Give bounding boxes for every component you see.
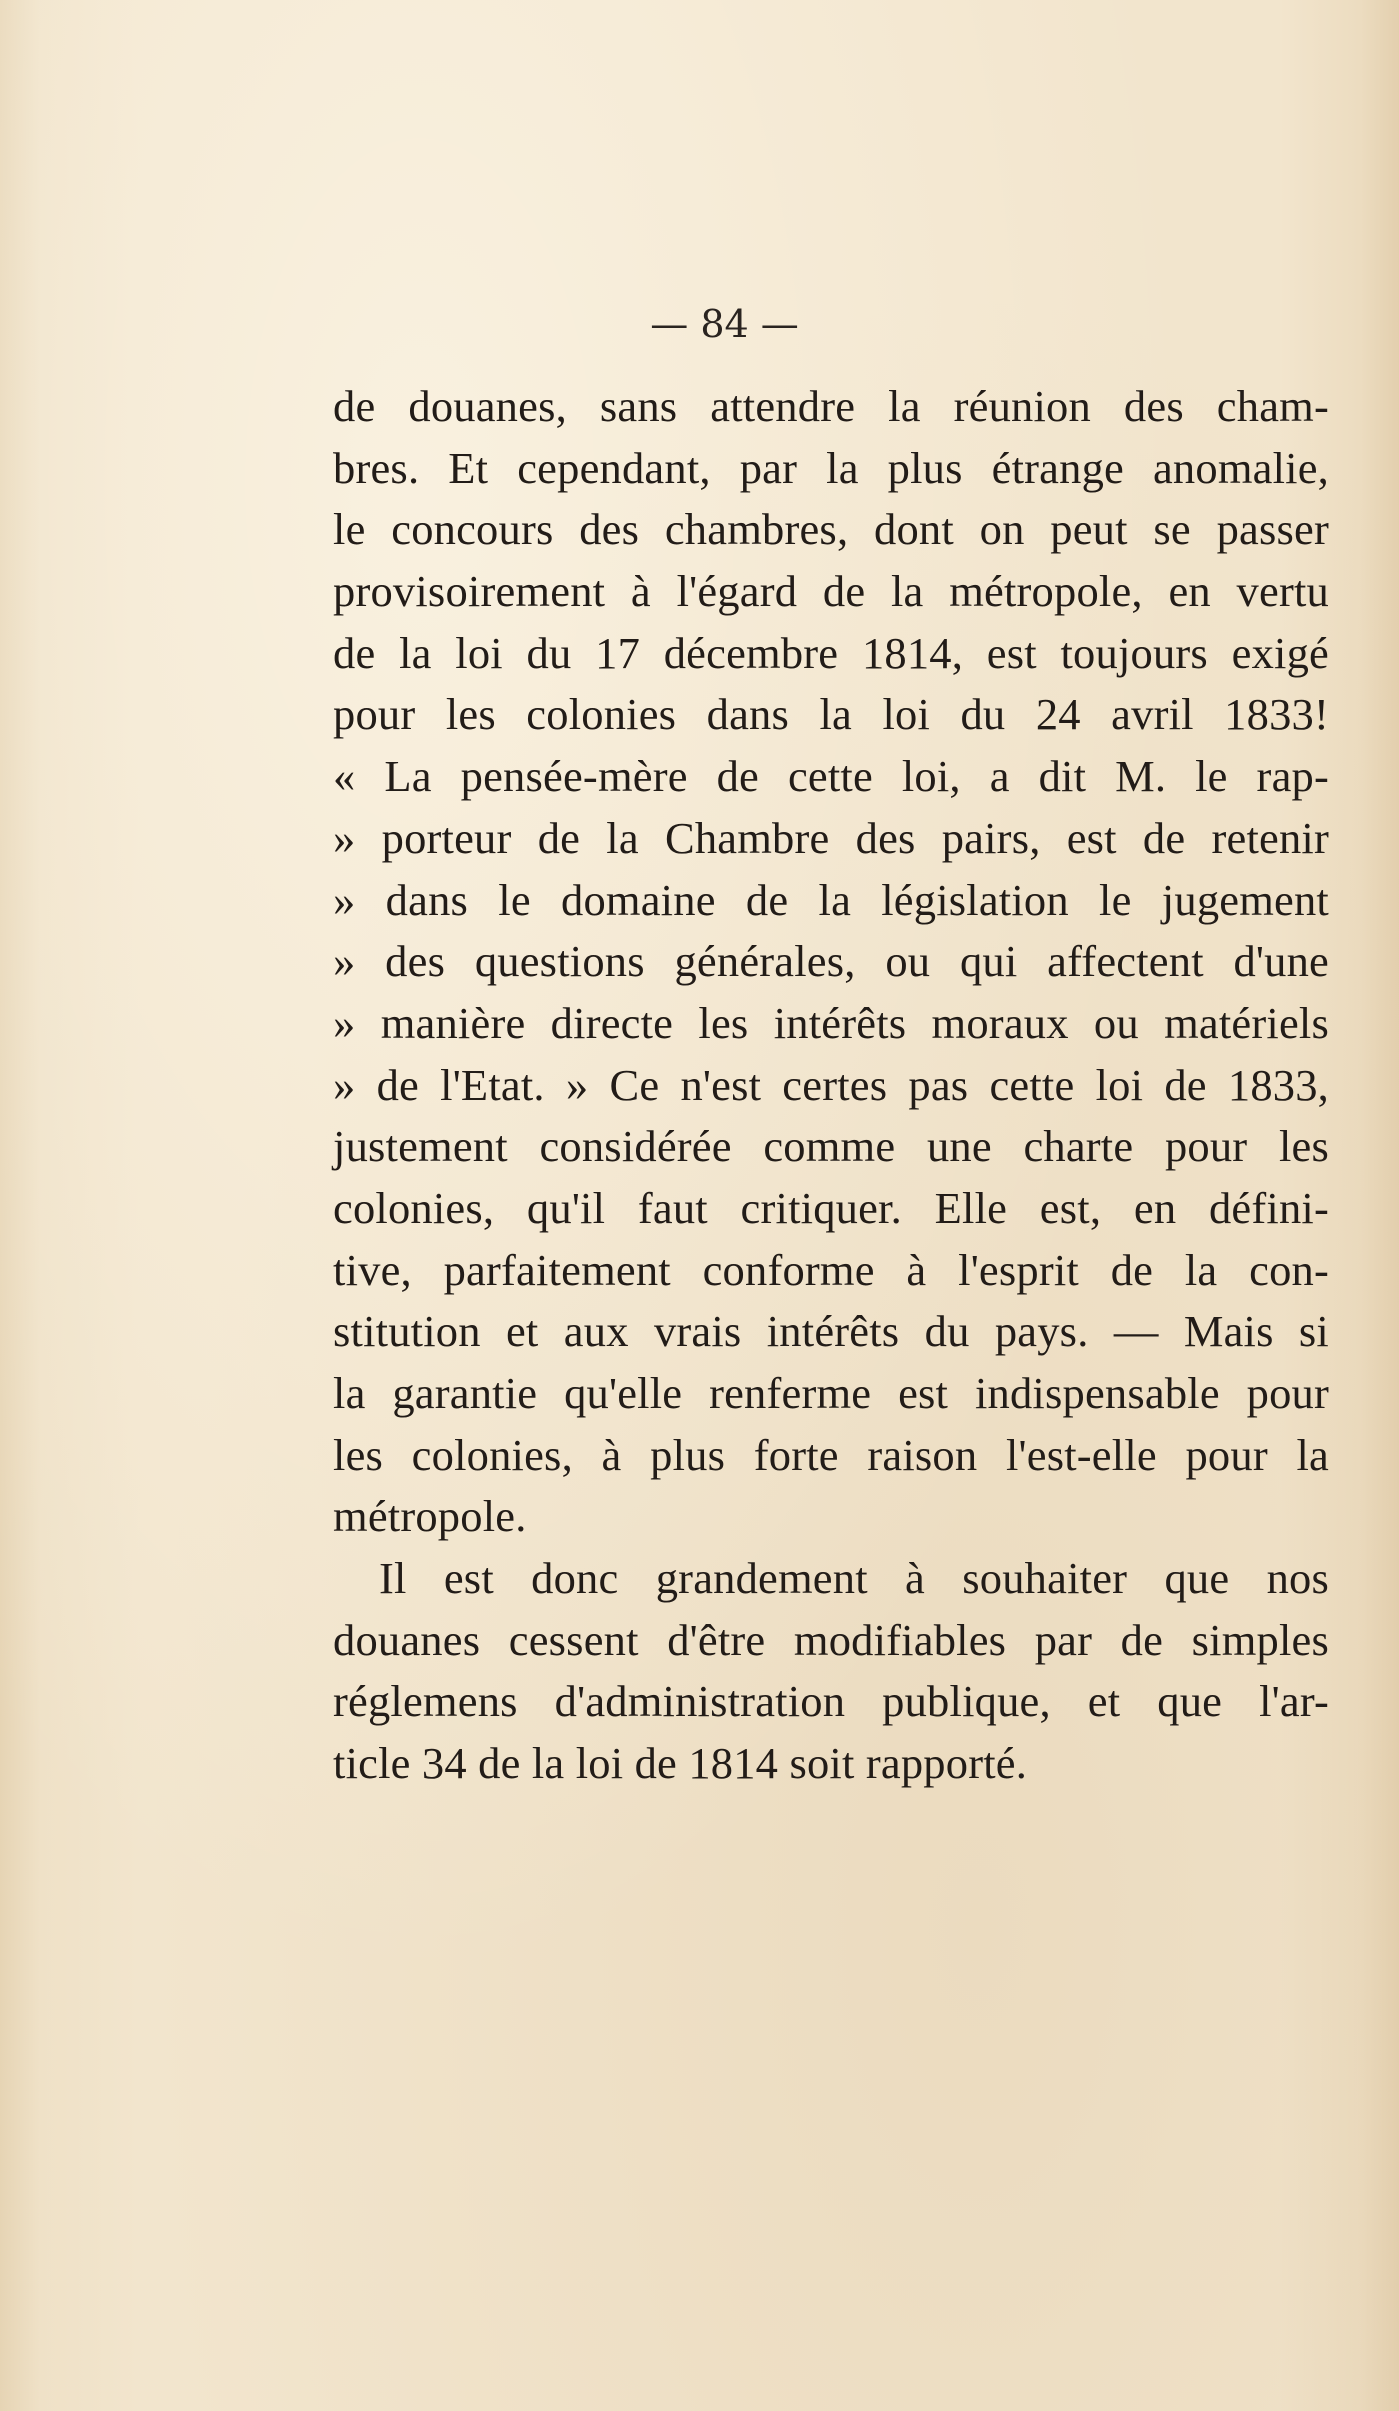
text-line: Il est donc grandement à souhaiter que nos (379, 1553, 1329, 1604)
text-line: « La pensée-mère de cette loi, a dit M. le rap- (333, 751, 1329, 802)
text-line: de la loi du 17 décembre 1814, est toujours exigé (333, 627, 1329, 678)
text-line: » de l'Etat. » Ce n'est certes pas cette loi de 1833, (333, 1059, 1329, 1110)
page-number: — 84 — (650, 302, 799, 346)
text-line: bres. Et cependant, par la plus étrange anomalie, (333, 442, 1329, 493)
body-text (333, 376, 1329, 1795)
text-line: pour les colonies dans la loi du 24 avril 1833! (333, 689, 1329, 740)
text-line: les colonies, à plus forte raison l'est-elle pour la (333, 1429, 1329, 1480)
text-line: » des questions générales, ou qui affectent d'une (333, 936, 1329, 987)
text-line: stitution et aux vrais intérêts du pays. — Mais si (333, 1306, 1329, 1357)
text-line: » porteur de la Chambre des pairs, est de retenir (333, 812, 1329, 863)
text-line: réglemens d'administration publique, et que l'ar- (333, 1676, 1329, 1727)
text-line: de douanes, sans attendre la réunion des cham- (333, 381, 1329, 431)
text-line: » dans le domaine de la législation le jugement (333, 874, 1329, 925)
text-line: » manière directe les intérêts moraux ou matériels (333, 997, 1329, 1048)
text-line: métropole. (333, 1491, 527, 1542)
text-line: le concours des chambres, dont on peut se passer (333, 504, 1329, 555)
text-line: colonies, qu'il faut critiquer. Elle est, en défini- (333, 1182, 1329, 1233)
text-line: ticle 34 de la loi de 1814 soit rapporté. (333, 1738, 1028, 1789)
text-line: tive, parfaitement conforme à l'esprit de la con- (333, 1244, 1329, 1295)
text-line: la garantie qu'elle renferme est indispensable pour (333, 1368, 1329, 1418)
text-line: provisoirement à l'égard de la métropole, en vertu (333, 566, 1329, 617)
text-line: douanes cessent d'être modifiables par de simples (333, 1614, 1329, 1665)
text-line: justement considérée comme une charte pour les (333, 1121, 1329, 1172)
